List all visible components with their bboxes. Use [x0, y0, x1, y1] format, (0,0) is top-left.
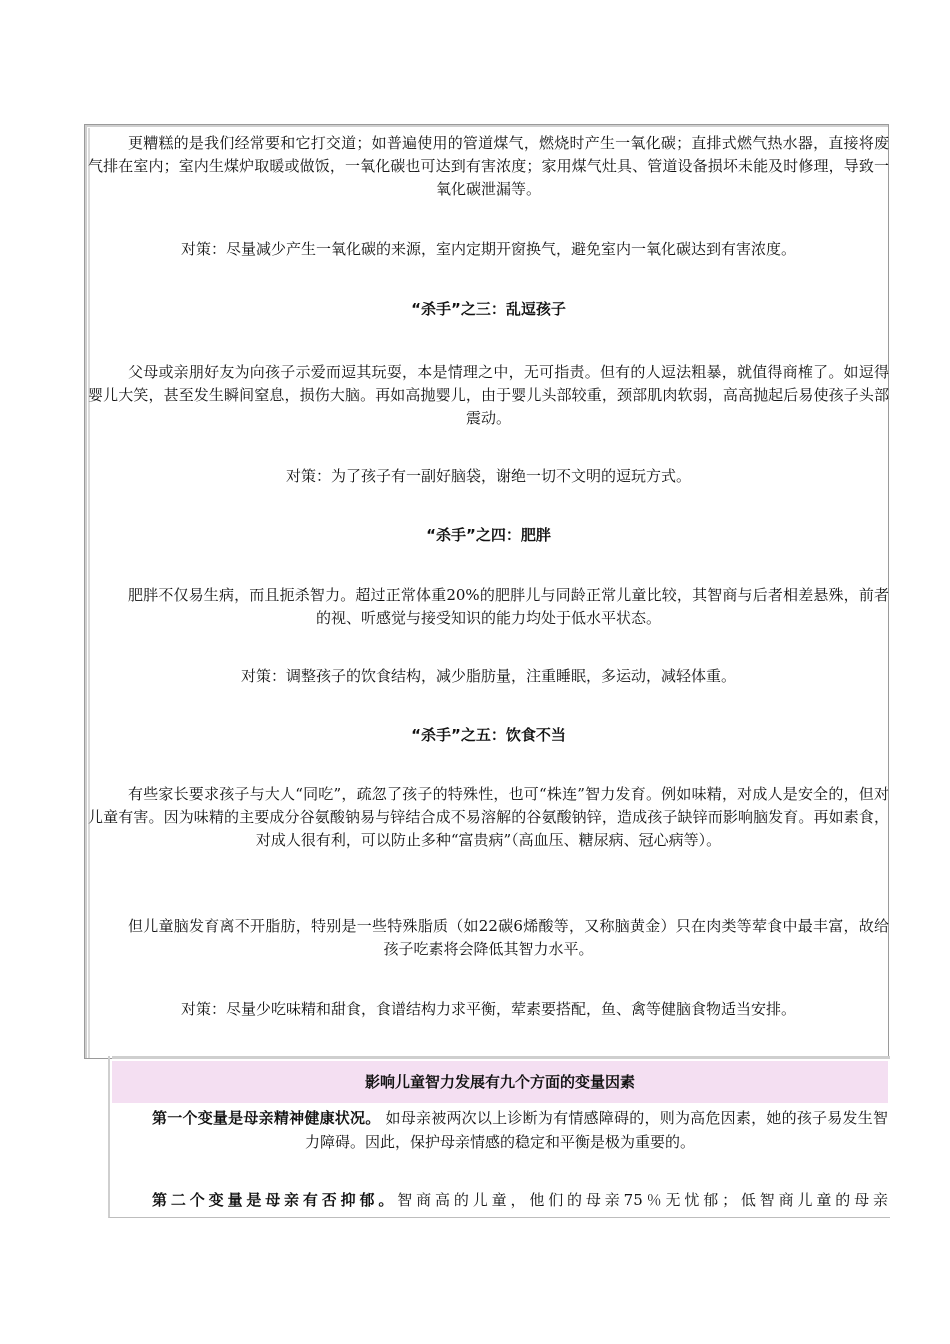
heading-killer-five: “杀手”之五：饮食不当 — [411, 726, 566, 744]
paragraph-diet-countermeasure: 对策：尽量少吃味精和甜食，食谱结构力求平衡，荤素要搭配，鱼、禽等健脑食物适当安排。 — [180, 1000, 796, 1018]
heading-killer-four: “杀手”之四：肥胖 — [426, 526, 551, 544]
variable-two-paragraph — [112, 1188, 888, 1212]
paragraph-co-countermeasure: 对策：尽量减少产生一氧化碳的来源，室内定期开窗换气，避免室内一氧化碳达到有害浓度。 — [180, 240, 796, 258]
variable-one-text: 如母亲被两次以上诊断为有情感障碍的，则为高危因素，她的孩子易发生智力障碍。因此，保护母亲情感的稳定和平衡是极为重要的。 — [304, 1109, 888, 1151]
variable-one-paragraph — [112, 1106, 888, 1154]
variables-table-top-border — [112, 1056, 890, 1059]
variables-header: 影响儿童智力发展有九个方面的变量因素 — [112, 1061, 888, 1103]
paragraph-diet: 有些家长要求孩子与大人“同吃”，疏忽了孩子的特殊性，也可“株连”智力发育。例如味精，对成人是安全的，但对儿童有害。因为味精的主要成分谷氨酸钠易与锌结合成不易溶解的谷氨酸钠锌，造成孩子缺锌而影响脑发育。再如素食，对成人很有利，可以防止多种“富贵病”（高血压、糖尿病、冠心病等）。 — [88, 785, 889, 849]
paragraph-teasing: 父母或亲朋好友为向孩子示爱而逗其玩耍，本是情理之中，无可指责。但有的人逗法粗暴，就值得商榷了。如逗得婴儿大笑，甚至发生瞬间窒息，损伤大脑。再如高抛婴儿，由于婴儿头部较重，颈部肌肉软弱，高高抛起后易使孩子头部震动。 — [88, 363, 889, 427]
variable-one-title: 第一个变量是母亲精神健康状况。 — [152, 1109, 381, 1127]
paragraph-teasing-countermeasure: 对策：为了孩子有一副好脑袋，谢绝一切不文明的逗玩方式。 — [285, 467, 691, 485]
paragraph-obesity: 肥胖不仅易生病，而且扼杀智力。超过正常体重20%的肥胖儿与同龄正常儿童比较，其智商与后者相差悬殊，前者的视、听感觉与接受知识的能力均处于低水平状态。 — [128, 586, 889, 627]
variable-two-title: 第二个变量是母亲有否抑郁。 — [152, 1191, 398, 1209]
paragraph-fat-needs: 但儿童脑发育离不开脂肪，特别是一些特殊脂质（如22碳6烯酸等，又称脑黄金）只在肉类等荤食中最丰富，故给孩子吃素将会降低其智力水平。 — [128, 917, 889, 958]
heading-killer-three: “杀手”之三：乱逗孩子 — [411, 300, 566, 318]
paragraph-co-sources: 更糟糕的是我们经常要和它打交道；如普遍使用的管道煤气，燃烧时产生一氧化碳；直排式燃气热水器，直接将废气排在室内；室内生煤炉取暖或做饭，一氧化碳也可达到有害浓度；家用煤气灶具、管道设备损坏未能及时修理，导致一氧化碳泄漏等。 — [88, 134, 889, 198]
variable-two-text: 智商高的儿童，他们的母亲75％无忧郁；低智商儿童的母亲 — [397, 1191, 888, 1209]
paragraph-obesity-countermeasure: 对策：调整孩子的饮食结构，减少脂肪量，注重睡眠，多运动，减轻体重。 — [240, 667, 736, 685]
